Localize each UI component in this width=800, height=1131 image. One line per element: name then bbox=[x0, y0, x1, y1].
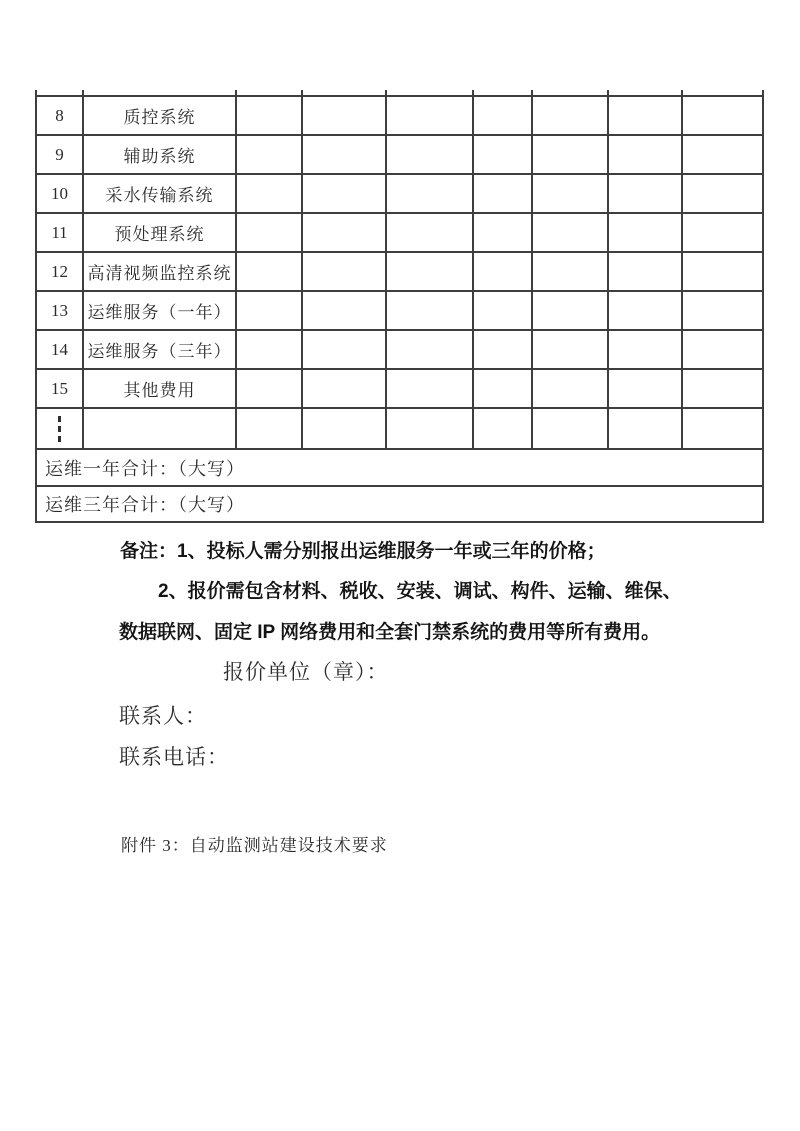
price-empty-cell bbox=[303, 136, 387, 175]
price-empty-cell bbox=[533, 370, 609, 409]
price-empty-cell bbox=[474, 292, 533, 331]
contact-phone-label: 联系电话： bbox=[119, 745, 229, 769]
price-empty-cell bbox=[303, 409, 387, 450]
price-empty-cell bbox=[237, 331, 303, 370]
price-empty-cell bbox=[387, 97, 474, 136]
price-empty-cell bbox=[387, 136, 474, 175]
price-empty-cell bbox=[683, 370, 764, 409]
price-empty-cell bbox=[303, 175, 387, 214]
price-empty-cell bbox=[474, 214, 533, 253]
row-number-cell: 11 bbox=[37, 214, 84, 253]
price-empty-cell bbox=[474, 331, 533, 370]
price-empty-cell bbox=[609, 370, 683, 409]
price-empty-cell bbox=[387, 253, 474, 292]
price-empty-cell bbox=[237, 214, 303, 253]
table-stub-cell bbox=[387, 90, 474, 97]
price-empty-cell bbox=[609, 136, 683, 175]
contact-person-label: 联系人： bbox=[119, 704, 207, 728]
row-number-cell: 12 bbox=[37, 253, 84, 292]
price-empty-cell bbox=[474, 175, 533, 214]
system-name-cell-empty bbox=[84, 409, 237, 450]
price-empty-cell bbox=[609, 253, 683, 292]
price-empty-cell bbox=[609, 331, 683, 370]
row-number-cell: 14 bbox=[37, 331, 84, 370]
table-stub-cell bbox=[533, 90, 609, 97]
price-empty-cell bbox=[683, 136, 764, 175]
row-number-cell: 15 bbox=[37, 370, 84, 409]
price-empty-cell bbox=[683, 253, 764, 292]
price-empty-cell bbox=[533, 214, 609, 253]
price-empty-cell bbox=[387, 214, 474, 253]
system-name-cell: 辅助系统 bbox=[84, 136, 237, 175]
price-empty-cell bbox=[533, 253, 609, 292]
system-name-cell: 运维服务（三年） bbox=[84, 331, 237, 370]
table-stub-cell bbox=[303, 90, 387, 97]
note-line-1: 备注：1、投标人需分别报出运维服务一年或三年的价格； bbox=[120, 541, 606, 562]
price-empty-cell bbox=[303, 331, 387, 370]
price-empty-cell bbox=[609, 175, 683, 214]
price-empty-cell bbox=[609, 214, 683, 253]
price-empty-cell bbox=[387, 409, 474, 450]
price-empty-cell bbox=[609, 97, 683, 136]
price-empty-cell bbox=[303, 370, 387, 409]
system-name-cell: 预处理系统 bbox=[84, 214, 237, 253]
system-name-cell: 其他费用 bbox=[84, 370, 237, 409]
price-empty-cell bbox=[237, 175, 303, 214]
price-empty-cell bbox=[533, 409, 609, 450]
price-empty-cell bbox=[237, 370, 303, 409]
price-empty-cell bbox=[303, 292, 387, 331]
price-empty-cell bbox=[237, 253, 303, 292]
price-empty-cell bbox=[474, 253, 533, 292]
price-empty-cell bbox=[683, 292, 764, 331]
price-empty-cell bbox=[609, 292, 683, 331]
summary-total-row: 运维一年合计：（大写） bbox=[37, 450, 764, 487]
row-ellipsis-cell bbox=[37, 409, 84, 450]
summary-total-row: 运维三年合计：（大写） bbox=[37, 487, 764, 523]
row-number-cell: 13 bbox=[37, 292, 84, 331]
system-name-cell: 高清视频监控系统 bbox=[84, 253, 237, 292]
quote-unit-label: 报价单位（章）： bbox=[223, 660, 389, 684]
table-stub-cell bbox=[84, 90, 237, 97]
price-empty-cell bbox=[237, 292, 303, 331]
price-empty-cell bbox=[474, 409, 533, 450]
price-empty-cell bbox=[237, 409, 303, 450]
table-stub-cell bbox=[609, 90, 683, 97]
price-empty-cell bbox=[387, 292, 474, 331]
table-stub-cell bbox=[237, 90, 303, 97]
price-empty-cell bbox=[683, 97, 764, 136]
price-empty-cell bbox=[533, 136, 609, 175]
note-line-2: 2、报价需包含材料、税收、安装、调试、构件、运输、维保、 bbox=[158, 581, 682, 602]
price-empty-cell bbox=[474, 97, 533, 136]
table-stub-cell bbox=[474, 90, 533, 97]
attachment-3-heading: 附件 3：自动监测站建设技术要求 bbox=[121, 836, 388, 855]
price-empty-cell bbox=[609, 409, 683, 450]
price-empty-cell bbox=[387, 370, 474, 409]
price-empty-cell bbox=[387, 175, 474, 214]
vertical-ellipsis-icon bbox=[58, 416, 61, 442]
price-empty-cell bbox=[237, 136, 303, 175]
price-empty-cell bbox=[683, 175, 764, 214]
price-empty-cell bbox=[474, 370, 533, 409]
table-stub-cell bbox=[683, 90, 764, 97]
price-empty-cell bbox=[303, 253, 387, 292]
price-table bbox=[35, 90, 764, 523]
system-name-cell: 采水传输系统 bbox=[84, 175, 237, 214]
row-number-cell: 8 bbox=[37, 97, 84, 136]
price-empty-cell bbox=[683, 331, 764, 370]
price-empty-cell bbox=[303, 97, 387, 136]
price-empty-cell bbox=[237, 97, 303, 136]
system-name-cell: 质控系统 bbox=[84, 97, 237, 136]
price-empty-cell bbox=[387, 331, 474, 370]
price-empty-cell bbox=[533, 331, 609, 370]
note-line-3: 数据联网、固定 IP 网络费用和全套门禁系统的费用等所有费用。 bbox=[119, 622, 661, 643]
price-empty-cell bbox=[533, 175, 609, 214]
row-number-cell: 9 bbox=[37, 136, 84, 175]
price-empty-cell bbox=[474, 136, 533, 175]
row-number-cell: 10 bbox=[37, 175, 84, 214]
price-empty-cell bbox=[533, 97, 609, 136]
table-stub-cell bbox=[37, 90, 84, 97]
price-empty-cell bbox=[533, 292, 609, 331]
price-empty-cell bbox=[683, 214, 764, 253]
system-name-cell: 运维服务（一年） bbox=[84, 292, 237, 331]
price-empty-cell bbox=[683, 409, 764, 450]
price-empty-cell bbox=[303, 214, 387, 253]
